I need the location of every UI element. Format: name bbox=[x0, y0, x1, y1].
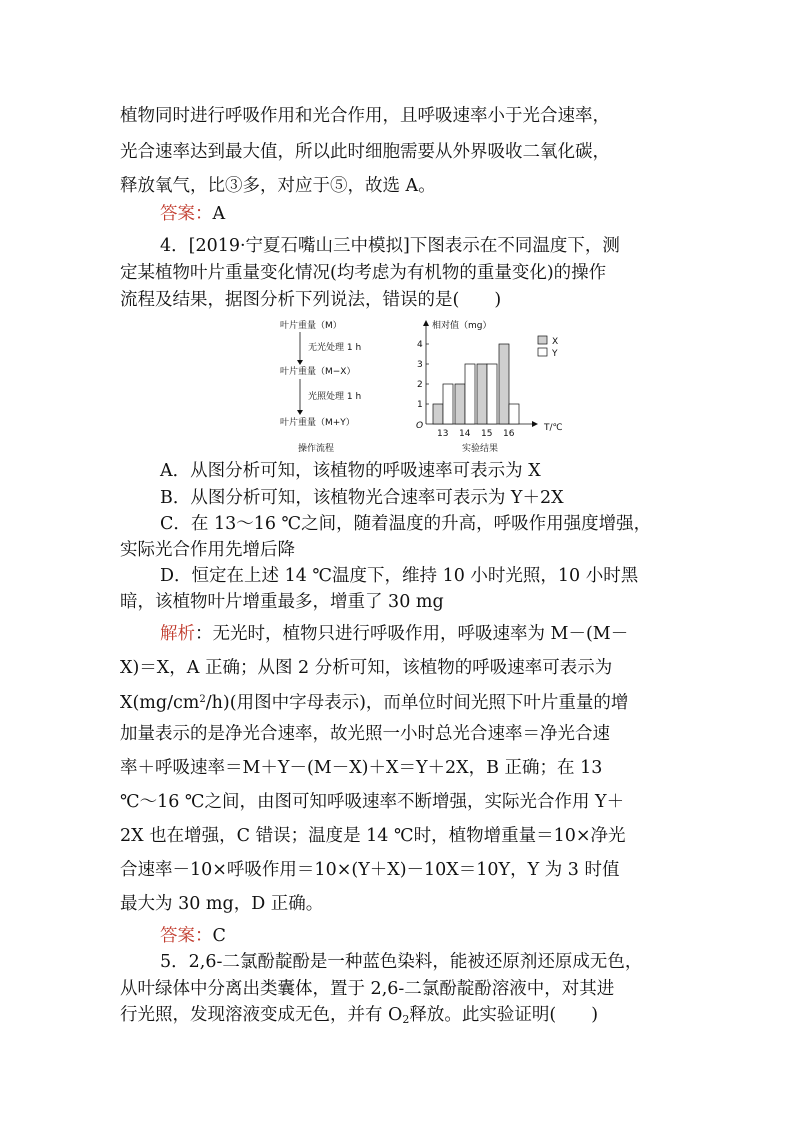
flow-node-2: 叶片重量（M−X） bbox=[280, 367, 356, 377]
analysis-line-9: 最大为 30 mg，D 正确。 bbox=[120, 894, 324, 914]
analysis-line-6: ℃～16 ℃之间，由图可知呼吸速率不断增强，实际光合作用 Y＋ bbox=[120, 792, 625, 812]
flow-diagram bbox=[280, 319, 361, 454]
analysis-line-7: 2X 也在增强，C 错误；温度是 14 ℃时，植物增重量＝10×净光 bbox=[120, 826, 626, 846]
bar-y-13 bbox=[443, 384, 453, 424]
legend-label-y: Y bbox=[552, 349, 558, 359]
flow-step-1: 无光处理 1 h bbox=[308, 343, 362, 353]
x-tick-label: 15 bbox=[481, 429, 493, 439]
q5-subscript: 2 bbox=[402, 1013, 410, 1026]
flow-node-3: 叶片重量（M+Y） bbox=[280, 418, 355, 428]
origin-label: O bbox=[416, 421, 424, 431]
y-tick-label: 4 bbox=[417, 340, 423, 350]
bar-y-15 bbox=[487, 364, 497, 424]
x-tick-label: 16 bbox=[503, 429, 515, 439]
flow-arrowhead-2 bbox=[297, 410, 303, 415]
bar-y-14 bbox=[465, 364, 475, 424]
analysis-line-5: 率＋呼吸速率＝M＋Y－(M－X)＋X＝Y＋2X，B 正确；在 13 bbox=[120, 758, 603, 778]
legend-swatch-y bbox=[538, 348, 547, 356]
bar-x-16 bbox=[499, 344, 509, 424]
legend bbox=[538, 336, 558, 359]
analysis-text-3a: X(mg/cm bbox=[120, 693, 200, 713]
analysis-line-4: 加量表示的是净光合速率，故光照一小时总光合速率＝净光合速 bbox=[120, 724, 610, 744]
q4-figure bbox=[276, 316, 606, 456]
y-tick-label: 3 bbox=[417, 360, 423, 370]
intro-line-2: 光合速率达到最大值，所以此时细胞需要从外界吸收二氧化碳， bbox=[120, 142, 610, 162]
answer-1 bbox=[160, 202, 680, 226]
x-tick-label: 13 bbox=[437, 429, 449, 439]
bar-x-15 bbox=[477, 364, 487, 424]
legend-label-x: X bbox=[552, 337, 559, 347]
bars bbox=[433, 344, 519, 424]
y-ticks bbox=[417, 340, 429, 410]
y-tick-label: 1 bbox=[417, 400, 423, 410]
bar-chart bbox=[416, 319, 563, 454]
y-tick-label: 2 bbox=[417, 380, 423, 390]
x-axis-label: T/℃ bbox=[544, 423, 563, 433]
q5-line-1: 5．2,6-二氯酚靛酚是一种蓝色染料，能被还原剂还原成无色， bbox=[160, 952, 643, 972]
q4-option-a: A．从图分析可知，该植物的呼吸速率可表示为 X bbox=[160, 461, 541, 481]
q5-line-3 bbox=[120, 1003, 680, 1032]
y-axis-label: 相对值（mg） bbox=[432, 321, 492, 331]
q5-line-2: 从叶绿体中分离出类囊体，置于 2,6-二氯酚靛酚溶液中，对其进 bbox=[120, 979, 615, 999]
intro-line-3: 释放氧气，比③多，对应于⑤，故选 A。 bbox=[120, 176, 436, 196]
answer-2 bbox=[160, 924, 680, 948]
analysis-line-8: 合速率－10×呼吸作用＝10×(Y＋X)－10X＝10Y，Y 为 3 时值 bbox=[120, 860, 620, 880]
q4-option-d-cont: 暗，该植物叶片增重最多，增重了 30 mg bbox=[120, 592, 444, 612]
q4-option-c: C．在 13～16 ℃之间，随着温度的升高，呼吸作用强度增强， bbox=[160, 514, 652, 534]
analysis-line-1 bbox=[160, 622, 680, 646]
q5-text-3a: 行光照，发现溶液变成无色，并有 O bbox=[120, 1005, 403, 1025]
flow-arrowhead-1 bbox=[297, 360, 303, 365]
analysis-line-2: X)＝X，A 正确；从图 2 分析可知，该植物的呼吸速率可表示为 bbox=[120, 658, 613, 678]
intro-line-1: 植物同时进行呼吸作用和光合作用，且呼吸速率小于光合速率， bbox=[120, 106, 610, 126]
q4-line-1: 4．[2019·宁夏石嘴山三中模拟]下图表示在不同温度下，测 bbox=[160, 236, 620, 256]
answer-value-2: C bbox=[212, 926, 226, 946]
x-tick-label: 14 bbox=[459, 429, 471, 439]
q4-line-2: 定某植物叶片重量变化情况(均考虑为有机物的重量变化)的操作 bbox=[120, 263, 607, 283]
analysis-text-3b: /h)(用图中字母表示)，而单位时间光照下叶片重量的增 bbox=[205, 693, 629, 713]
analysis-label: 解析 bbox=[160, 624, 195, 644]
legend-swatch-x bbox=[538, 336, 547, 344]
answer-label: 答案： bbox=[160, 204, 213, 224]
analysis-text-1: ：无光时，植物只进行呼吸作用，呼吸速率为 M－(M－ bbox=[195, 624, 629, 644]
y-axis-arrow bbox=[423, 320, 429, 326]
flow-caption: 操作流程 bbox=[298, 444, 335, 454]
bar-y-16 bbox=[509, 404, 519, 424]
answer-label-2: 答案： bbox=[160, 926, 213, 946]
bar-x-13 bbox=[433, 404, 443, 424]
flow-node-1: 叶片重量（M） bbox=[280, 321, 342, 331]
q5-text-3b: 释放。此实验证明( ) bbox=[409, 1005, 599, 1025]
q4-option-d: D．恒定在上述 14 ℃温度下，维持 10 小时光照，10 小时黑 bbox=[160, 566, 639, 586]
x-axis-arrow bbox=[532, 421, 538, 427]
chart-caption: 实验结果 bbox=[462, 444, 499, 454]
flow-step-2: 光照处理 1 h bbox=[308, 392, 362, 402]
bar-x-14 bbox=[455, 384, 465, 424]
q4-line-3: 流程及结果，据图分析下列说法，错误的是( ) bbox=[120, 290, 502, 310]
q4-option-c-cont: 实际光合作用先增后降 bbox=[120, 540, 295, 560]
analysis-superscript: 2 bbox=[199, 694, 206, 705]
q4-option-b: B．从图分析可知，该植物光合速率可表示为 Y＋2X bbox=[160, 488, 564, 508]
analysis-line-3 bbox=[120, 688, 680, 715]
answer-value: A bbox=[212, 204, 226, 224]
x-ticks bbox=[437, 429, 515, 439]
